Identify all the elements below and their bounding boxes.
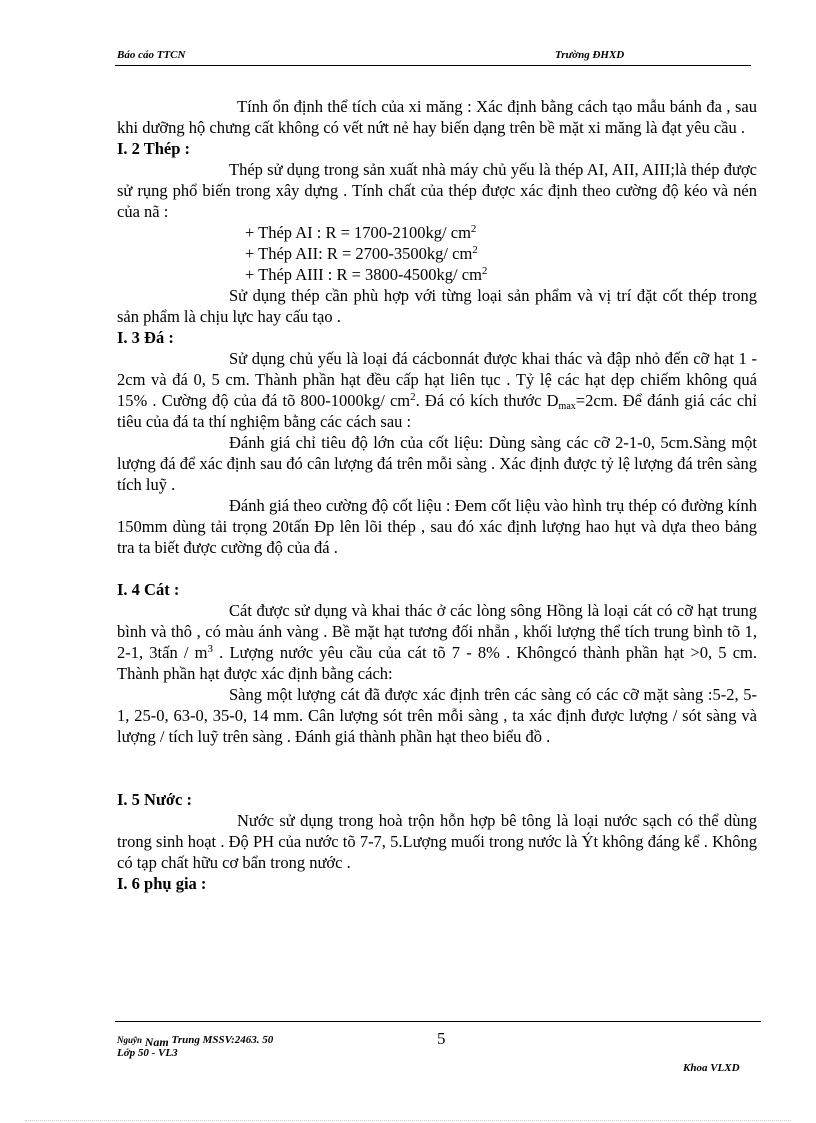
page-number: 5 <box>437 1029 446 1048</box>
steel-item-ai <box>117 222 757 243</box>
footer-author <box>117 1032 273 1047</box>
stone-p1-part-a: Sử dụng chủ yếu là loại đá cácbonnát được khai thác và đập nhỏ đến cỡ hạt 1 - 2cm và đá 0, 5 cm. Thành phần hạt đều cấp hạt liên tục . Tỷ lệ các hạt dẹp chiếm không quá 15% . Cường độ của đá tõ 800-1000kg/ cm <box>117 349 757 410</box>
sand-paragraph-1 <box>117 600 757 684</box>
sand-heading: I. 4 Cát : <box>117 580 180 599</box>
steel-item-aiii-text: + Thép AIII : R = 3800-4500kg/ cm <box>245 265 482 284</box>
stone-p1-part-c: =2cm. Để đánh giá các chỉ tiêu của đá ta thí nghiệm bằng các cách sau : <box>117 391 758 431</box>
sand-p1-part-a: Cát được sử dụng và khai thác ở các lòng sông Hồng là loại cát có cỡ hạt trung bình và thô , có màu ánh vàng . Bề mặt hạt tương đối nhẵn , khối lượng thể tích trung bình tõ 1, 2-1, 3tấn / m <box>117 601 757 662</box>
stone-p1-part-b: . Đá có kích thước D <box>415 391 559 410</box>
sand-paragraph-2: Sàng một lượng cát đã được xác định trên các sàng có các cỡ mặt sàng :5-2, 5-1, 25-0, 63-0, 35-0, 14 mm. Cân lượng sót trên mỗi sàng , ta xác định được lượng / sót sàng và lượng / tích luỹ trên sàng . Đánh giá thành phần hạt theo biểu đồ . <box>117 685 757 746</box>
steel-item-aiii <box>117 264 757 285</box>
stone-paragraph-1 <box>117 348 757 432</box>
footer-name-a: Nguỹn <box>117 1035 143 1045</box>
document-body <box>117 96 757 894</box>
stone-paragraph-2: Đánh giá chỉ tiêu độ lớn của cốt liệu: Dùng sàng các cỡ 2-1-0, 5cm.Sàng một lượng đá để xác định sau đó cân lượng đá trên mỗi sàng . Xác định được tỷ lệ lượng đá trên sàng tích luỹ . <box>117 433 757 494</box>
footer-name-b: Nam <box>144 1035 169 1049</box>
steel-heading: I. 2 Thép : <box>117 139 191 158</box>
header-school: Trường ĐHXD <box>555 49 625 61</box>
header-report-title: Báo cáo TTCN <box>117 49 186 61</box>
superscript: 2 <box>410 391 416 403</box>
page-bottom-edge <box>25 1120 791 1121</box>
sand-p1-part-b: . Lượng nước yêu cầu của cát tõ 7 - 8% . Khôngcó thành phần hạt >0, 5 cm. Thành phần hạt được xác định bằng cách: <box>117 643 757 683</box>
intro-paragraph: Tính ổn định thể tích của xi măng : Xác định bằng cách tạo mẫu bánh đa , sau khi dưỡng hộ chưng cất không có vết nứt nẻ hay biến dạng trên bề mặt xi măng là đạt yêu cầu . <box>117 97 757 137</box>
footer-class: Lớp 50 - VL3 <box>117 1047 178 1059</box>
water-paragraph: Nước sử dụng trong hoà trộn hỗn hợp bê tông là loại nước sạch có thể dùng trong sinh hoạt . Độ PH của nước tõ 7-7, 5.Lượng muối trong nước là Ýt không đáng kể . Không có tạp chất hữu cơ bẩn trong nước . <box>117 811 757 872</box>
steel-item-ai-text: + Thép AI : R = 1700-2100kg/ cm <box>245 223 471 242</box>
superscript: 2 <box>470 223 477 235</box>
superscript: 2 <box>472 244 478 256</box>
steel-paragraph-2: Sử dụng thép cần phù hợp với từng loại sản phẩm và vị trí đặt cốt thép trong sản phẩm là chịu lực hay cấu tạo . <box>117 286 757 326</box>
header-divider <box>115 65 751 66</box>
stone-heading: I. 3 Đá : <box>117 328 174 347</box>
superscript: 2 <box>481 265 488 277</box>
footer-divider <box>115 1021 761 1022</box>
steel-paragraph-1: Thép sử dụng trong sản xuất nhà máy chủ yếu là thép AI, AII, AIII;là thép được sử rụng phổ biến trong xây dựng . Tính chất của thép được xác định theo cường độ kéo và nén của nã : <box>117 160 757 221</box>
water-heading: I. 5 Nước : <box>117 790 192 809</box>
steel-item-aii <box>117 243 757 264</box>
additive-heading: I. 6 phụ gia : <box>117 874 207 893</box>
stone-paragraph-3: Đánh giá theo cường độ cốt liệu : Đem cốt liệu vào hình trụ thép có đường kính 150mm dùng tải trọng 20tấn Ðp lên lõi thép , sau đó xác định lượng hao hụt và dựa theo bảng tra ta biết được cường độ của đá . <box>117 496 757 557</box>
steel-item-aii-text: + Thép AII: R = 2700-3500kg/ cm <box>245 244 473 263</box>
superscript: 3 <box>207 643 213 655</box>
subscript: max <box>558 401 576 412</box>
footer-department: Khoa VLXD <box>683 1062 740 1074</box>
footer-name-c: Trung MSSV:2463. 50 <box>171 1034 274 1046</box>
